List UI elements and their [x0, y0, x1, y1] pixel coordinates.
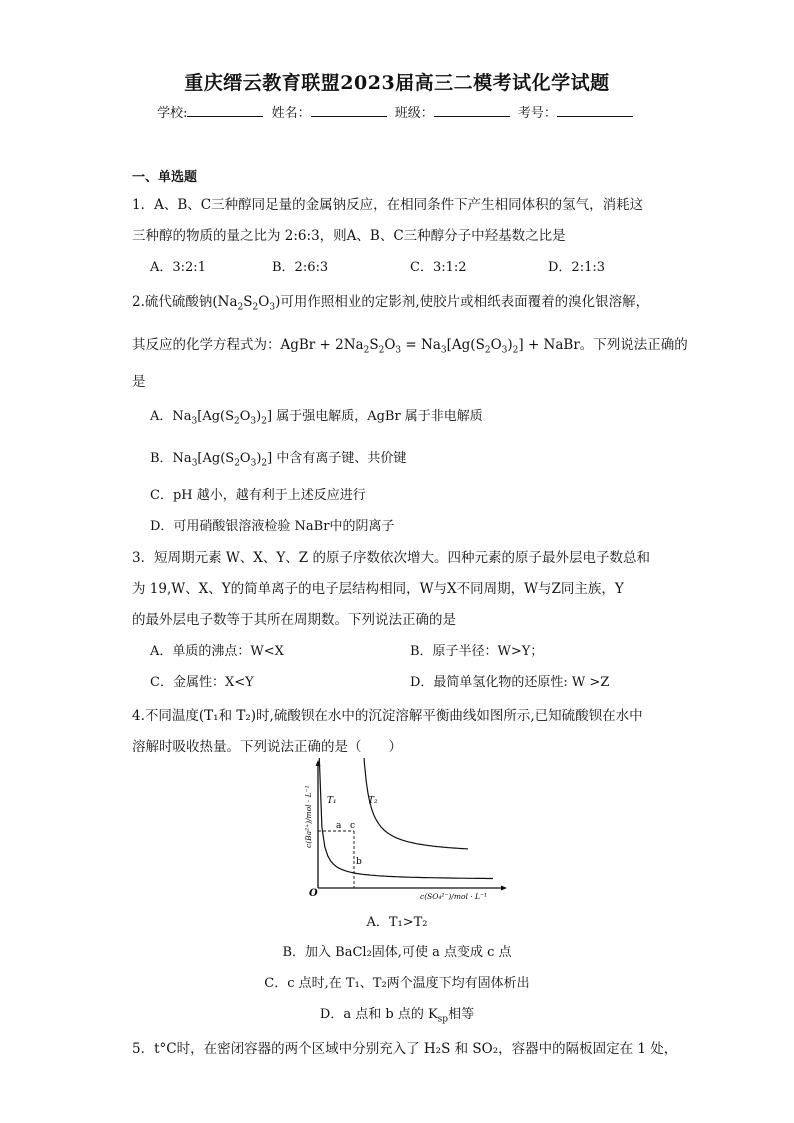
class-label: 班级： — [394, 106, 434, 121]
q3-line-1: 3．短周期元素 W、X、Y、Z 的原子序数依次增大。四种元素的原子最外层电子数总和 — [132, 550, 650, 566]
q2-option-b[interactable]: B．$Na_3[Ag(S_2O_3)_2]$ 中含有离子键、共价键 — [150, 451, 407, 469]
q5-line-1: 5．t°C时，在密闭容器的两个区域中分别充入了 H₂S 和 SO₂，容器中的隔板固定在 1 处， — [132, 1041, 678, 1057]
origin-label: O — [309, 888, 318, 899]
q2-line-2: 其反应的化学方程式为：AgBr + $2Na_2S_2O_3 = Na_3[Ag(S_2O_3)_2]$ + NaBr。下列说法正确的 — [132, 337, 688, 356]
q4-line-1: 4.不同温度(T₁和 T₂)时,硫酸钡在水中的沉淀溶解平衡曲线如图所示,已知硫酸钡在水中 — [132, 708, 643, 724]
curve-t1-label: T₁ — [327, 796, 337, 806]
q1-option-c[interactable]: C．3:1:2 — [410, 260, 467, 275]
x-axis-arrow — [501, 886, 507, 891]
q1-option-b[interactable]: B．2:6:3 — [272, 260, 329, 275]
q4-line-2: 溶解时吸收热量。下列说法正确的是（ ） — [132, 739, 402, 755]
page-title: 重庆缙云教育联盟2023届高三二模考试化学试题 — [184, 72, 610, 94]
q2-option-d[interactable]: D．可用硝酸银溶液检验 NaBr中的阴离子 — [150, 519, 395, 534]
name-label: 姓名： — [271, 106, 311, 121]
q3-line-2: 为 19,W、X、Y的简单离子的电子层结构相同，W与X不同周期，W与Z同主族，Y — [132, 581, 624, 597]
q3-option-b[interactable]: B．原子半径：W>Y； — [410, 644, 544, 659]
class-field[interactable] — [434, 104, 510, 117]
q3-option-c[interactable]: C．金属性：X<Y — [150, 675, 254, 690]
q2-option-a[interactable]: A．$Na_3[Ag(S_2O_3)_2]$ 属于强电解质，AgBr 属于非电解质 — [150, 409, 483, 427]
solubility-chart — [300, 758, 510, 908]
y-axis-label: c(Ba²⁺)/mol · L⁻¹ — [304, 785, 313, 848]
q1-option-a[interactable]: A．3:2:1 — [150, 260, 206, 275]
q3-line-3: 的最外层电子数等于其所在周期数。下列说法正确的是 — [132, 612, 456, 628]
point-b-label: b — [356, 857, 362, 867]
q4-option-d[interactable]: D．a 点和 b 点的 $K_{sp}$相等 — [319, 1007, 475, 1025]
q4-option-c[interactable]: C．c 点时,在 T₁、T₂两个温度下均有固体析出 — [264, 976, 530, 991]
exam-no-label: 考号： — [517, 106, 557, 121]
exam-no-field[interactable] — [557, 104, 633, 117]
point-c-label: c — [350, 821, 356, 831]
curve-t1 — [319, 758, 493, 879]
school-field[interactable] — [187, 104, 263, 117]
q1-line-1: 1．A、B、C三种醇同足量的金属钠反应，在相同条件下产生相同体积的氢气，消耗这 — [132, 197, 644, 213]
q4-option-a[interactable]: A．T₁>T₂ — [366, 915, 428, 930]
point-a-label: a — [336, 821, 342, 831]
reaction-equation: AgBr + $2Na_2S_2O_3 = Na_3[Ag(S_2O_3)_2]$ + NaBr — [280, 337, 580, 356]
section-heading: 一、单选题 — [132, 170, 198, 185]
curve-t2-label: T₂ — [368, 796, 378, 806]
student-info-row — [0, 102, 794, 121]
q2-line-3: 是 — [132, 374, 146, 390]
x-axis-label: c(SO₄²⁻)/mol · L⁻¹ — [420, 892, 487, 901]
q3-option-d[interactable]: D．最简单氢化物的还原性: W >Z — [410, 675, 610, 690]
q4-option-b[interactable]: B．加入 BaCl₂固体,可使 a 点变成 c 点 — [282, 945, 512, 960]
school-label: 学校: — [157, 106, 188, 121]
formula-na2s2o3: $Na_2S_2O_3$ — [217, 294, 276, 313]
q2-line-1: 2.硫代硫酸钠$(Na_2S_2O_3)$可用作照相业的定影剂,使胶片或相纸表面覆着的溴化银溶解， — [132, 294, 650, 313]
name-field[interactable] — [311, 104, 387, 117]
q1-line-2: 三种醇的物质的量之比为 2:6:3，则A、B、C三种醇分子中羟基数之比是 — [132, 228, 566, 244]
q1-option-d[interactable]: D．2:1:3 — [548, 260, 605, 275]
q2-option-c[interactable]: C．pH 越小，越有利于上述反应进行 — [150, 488, 366, 503]
q3-option-a[interactable]: A．单质的沸点：W<X — [150, 644, 284, 659]
